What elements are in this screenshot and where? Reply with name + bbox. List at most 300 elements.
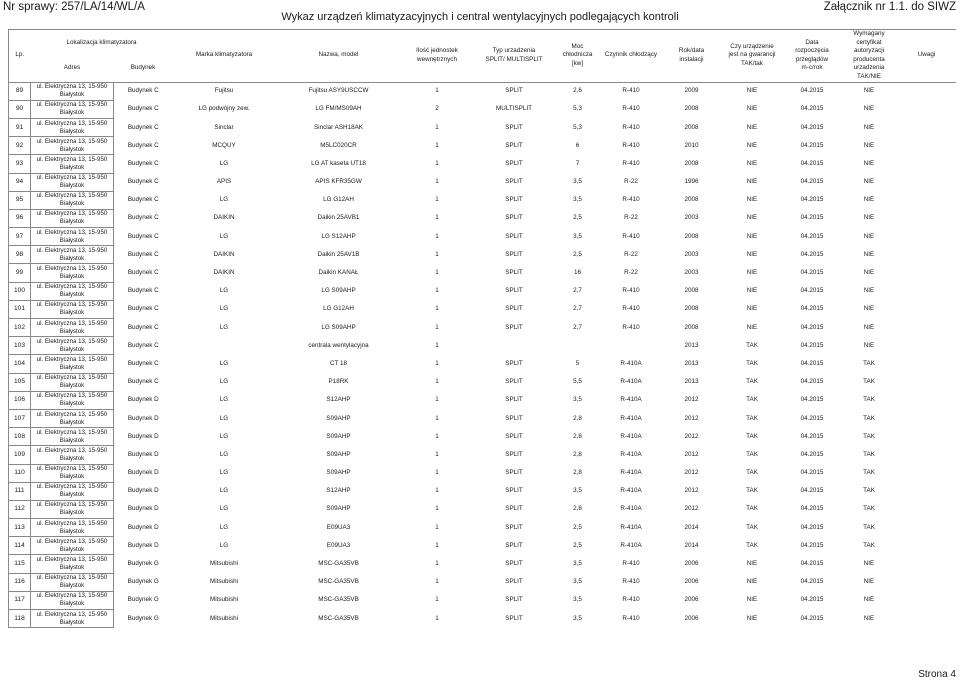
- cell-certyfikat: NIE: [863, 159, 875, 167]
- cell-moc: 3,5: [573, 596, 582, 604]
- cell-gwarancja: TAK: [746, 341, 758, 349]
- table-row: [9, 246, 956, 264]
- cell-moc: 2,6: [573, 87, 582, 95]
- cell-gwarancja: NIE: [746, 105, 758, 113]
- address-line: Białystok: [59, 418, 85, 426]
- cell-czynnik: R-410: [622, 141, 640, 149]
- address-line: Białystok: [59, 127, 85, 135]
- table-row: [9, 264, 956, 282]
- cell-certyfikat: TAK: [863, 450, 875, 458]
- table-row: [9, 555, 956, 573]
- cell-ilosc: 1: [435, 250, 439, 258]
- cell-nazwa: LG S09AHP: [321, 287, 356, 295]
- cell-nazwa: LG G12AH: [323, 196, 354, 204]
- table-row: [9, 191, 956, 209]
- cell-nazwa: LG S09AHP: [321, 323, 356, 331]
- cell-budynek: Budynek C: [127, 87, 159, 95]
- cell-typ: SPLIT: [505, 87, 523, 95]
- cell-adres: [31, 82, 114, 100]
- address-line: Białystok: [59, 545, 85, 553]
- cell-certyfikat: TAK: [863, 523, 875, 531]
- cell-uwagi: [898, 500, 956, 518]
- cell-adres: [31, 191, 114, 209]
- cell-moc: 2,8: [573, 469, 582, 477]
- cell-gwarancja: NIE: [746, 87, 758, 95]
- address-line: Białystok: [59, 473, 85, 481]
- col-nazwa: Nazwa, model: [276, 30, 402, 83]
- cell-czynnik: R-410A: [620, 414, 642, 422]
- cell-gwarancja: NIE: [746, 250, 758, 258]
- cell-typ: SPLIT: [505, 560, 523, 568]
- cell-adres: [31, 409, 114, 427]
- cell-budynek: Budynek D: [127, 432, 159, 440]
- cell-adres: [31, 373, 114, 391]
- col-ilosc-line: wewnętrznych: [417, 55, 457, 63]
- address-line: ul. Elektryczna 13, 15-950: [36, 410, 108, 418]
- cell-budynek: Budynek C: [127, 341, 159, 349]
- table-row: [9, 137, 956, 155]
- cell-gwarancja: NIE: [746, 614, 758, 622]
- cell-nazwa: S12AHP: [326, 396, 351, 404]
- cell-budynek: Budynek C: [127, 250, 159, 258]
- table-row: [9, 409, 956, 427]
- cell-adres: [31, 391, 114, 409]
- table-row: [9, 573, 956, 591]
- cell-data-przegladu: 04.2015: [800, 378, 824, 386]
- cell-typ: SPLIT: [505, 250, 523, 258]
- cell-moc: 3,5: [573, 614, 582, 622]
- cell-data-przegladu: 04.2015: [800, 596, 824, 604]
- cell-moc: 5: [575, 359, 580, 367]
- cell-lp: 118: [9, 610, 31, 628]
- cell-moc: 5,5: [573, 378, 582, 386]
- table-row: [9, 209, 956, 227]
- cell-marka: LG: [219, 359, 229, 367]
- cell-uwagi: [898, 464, 956, 482]
- address-line: Białystok: [59, 236, 85, 244]
- cell-czynnik: R-410A: [620, 432, 642, 440]
- cell-lp: 92: [9, 137, 31, 155]
- col-cert-line: certyfikat: [856, 38, 882, 46]
- cell-uwagi: [898, 573, 956, 591]
- cell-adres: [31, 519, 114, 537]
- cell-marka: LG: [219, 323, 229, 331]
- cell-marka: DAIKIN: [213, 269, 235, 277]
- cell-adres: [31, 573, 114, 591]
- cell-nazwa: S09AHP: [326, 432, 351, 440]
- cell-czynnik: R-410: [622, 596, 640, 604]
- cell-lp: 95: [9, 191, 31, 209]
- cell-gwarancja: NIE: [746, 123, 758, 131]
- cell-typ: SPLIT: [505, 305, 523, 313]
- cell-adres: [31, 173, 114, 191]
- cell-moc: 2,5: [573, 214, 582, 222]
- col-gwarancja-line: Czy urządzenie: [730, 42, 774, 50]
- cell-nazwa: LG AT kaseta UT18: [311, 159, 366, 167]
- cell-ilosc: 1: [435, 359, 439, 367]
- cell-czynnik: R-410: [622, 232, 640, 240]
- cell-lp: 96: [9, 209, 31, 227]
- cell-lp: 107: [9, 409, 31, 427]
- table-row: [9, 391, 956, 409]
- cell-certyfikat: TAK: [863, 487, 875, 495]
- cell-moc: 2,5: [573, 541, 582, 549]
- cell-data-przegladu: 04.2015: [800, 523, 824, 531]
- cell-data-przegladu: 04.2015: [800, 87, 824, 95]
- cell-marka: Fujitsu: [214, 87, 234, 95]
- cell-marka: LG: [219, 305, 229, 313]
- table-row: [9, 118, 956, 136]
- address-line: ul. Elektryczna 13, 15-950: [36, 610, 108, 618]
- col-data-line: m-c/rok: [801, 64, 823, 72]
- cell-certyfikat: TAK: [863, 396, 875, 404]
- cell-budynek: Budynek D: [127, 469, 159, 477]
- cell-certyfikat: NIE: [863, 287, 875, 295]
- cell-lp: 104: [9, 355, 31, 373]
- address-line: Białystok: [59, 345, 85, 353]
- cell-data-przegladu: 04.2015: [800, 614, 824, 622]
- address-line: Białystok: [59, 254, 85, 262]
- cell-rok: 2013: [684, 359, 699, 367]
- cell-moc: 2,5: [573, 250, 582, 258]
- cell-budynek: Budynek D: [127, 414, 159, 422]
- cell-certyfikat: NIE: [863, 614, 875, 622]
- cell-data-przegladu: 04.2015: [800, 305, 824, 313]
- cell-moc: 3,5: [573, 396, 582, 404]
- address-line: Białystok: [59, 509, 85, 517]
- cell-gwarancja: TAK: [746, 414, 758, 422]
- cell-lp: 98: [9, 246, 31, 264]
- cell-rok: 2003: [684, 214, 699, 222]
- table-row: [9, 591, 956, 609]
- cell-gwarancja: TAK: [746, 469, 758, 477]
- cell-nazwa: MSC-GA35VB: [318, 578, 359, 586]
- cell-typ: SPLIT: [505, 541, 523, 549]
- cell-gwarancja: NIE: [746, 214, 758, 222]
- cell-nazwa: S09AHP: [326, 414, 351, 422]
- cell-ilosc: 1: [435, 596, 439, 604]
- cell-nazwa: M5LC020CR: [320, 141, 357, 149]
- address-line: ul. Elektryczna 13, 15-950: [36, 556, 108, 564]
- cell-czynnik: R-410: [622, 123, 640, 131]
- col-data-line: rozpoczęcia: [795, 47, 829, 55]
- col-data-przegladu: [784, 30, 841, 83]
- cell-lp: 113: [9, 519, 31, 537]
- cell-budynek: Budynek C: [127, 141, 159, 149]
- attachment-label: Załącznik nr 1.1. do SIWZ: [823, 1, 956, 13]
- cell-nazwa: S09AHP: [326, 469, 351, 477]
- cell-marka: Sinclar: [214, 123, 234, 131]
- cell-budynek: Budynek D: [127, 523, 159, 531]
- cell-marka: LG: [219, 469, 229, 477]
- cell-lp: 101: [9, 300, 31, 318]
- cell-nazwa: E09UA3: [326, 541, 351, 549]
- address-line: ul. Elektryczna 13, 15-950: [36, 574, 108, 582]
- cell-czynnik: R-410: [622, 560, 640, 568]
- cell-uwagi: [898, 355, 956, 373]
- cell-adres: [31, 482, 114, 500]
- cell-rok: 2006: [684, 614, 699, 622]
- cell-adres: [31, 428, 114, 446]
- cell-budynek: Budynek C: [127, 359, 159, 367]
- col-budynek: Budynek: [114, 56, 173, 82]
- cell-typ: SPLIT: [505, 287, 523, 295]
- table-row: [9, 282, 956, 300]
- col-cert-line: producenta: [853, 55, 885, 63]
- table-row: [9, 482, 956, 500]
- address-line: ul. Elektryczna 13, 15-950: [36, 537, 108, 545]
- table-header: [9, 30, 956, 83]
- cell-rok: 2008: [684, 159, 699, 167]
- col-ilosc-line: Ilość jednostek: [416, 47, 458, 55]
- cell-adres: [31, 118, 114, 136]
- cell-typ: SPLIT: [505, 505, 523, 513]
- address-line: Białystok: [59, 291, 85, 299]
- cell-gwarancja: NIE: [746, 196, 758, 204]
- col-gwarancja-line: jest na gwarancji: [728, 51, 776, 59]
- cell-uwagi: [898, 191, 956, 209]
- cell-moc: 3,5: [573, 178, 582, 186]
- cell-nazwa: APIS KFR35GW: [315, 178, 362, 186]
- cell-marka: MCQUY: [212, 141, 236, 149]
- cell-czynnik: R-22: [624, 214, 638, 222]
- cell-ilosc: 1: [435, 214, 439, 222]
- cell-adres: [31, 264, 114, 282]
- col-adres: Adres: [31, 56, 114, 82]
- table-row: [9, 155, 956, 173]
- cell-rok: 2003: [684, 250, 699, 258]
- col-certyfikat: [841, 30, 898, 83]
- cell-czynnik: R-410A: [620, 359, 642, 367]
- cell-uwagi: [898, 373, 956, 391]
- table-row: [9, 82, 956, 100]
- address-line: ul. Elektryczna 13, 15-950: [36, 119, 108, 127]
- cell-uwagi: [898, 246, 956, 264]
- cell-nazwa: P18RK: [328, 378, 349, 386]
- address-line: Białystok: [59, 309, 85, 317]
- col-moc-line: Moc: [571, 42, 584, 50]
- cell-adres: [31, 246, 114, 264]
- cell-gwarancja: TAK: [746, 359, 758, 367]
- cell-czynnik: R-410A: [620, 541, 642, 549]
- cell-moc: 16: [573, 269, 581, 277]
- cell-adres: [31, 500, 114, 518]
- cell-gwarancja: TAK: [746, 432, 758, 440]
- cell-lp: 106: [9, 391, 31, 409]
- cell-typ: SPLIT: [505, 359, 523, 367]
- address-line: Białystok: [59, 454, 85, 462]
- cell-certyfikat: TAK: [863, 541, 875, 549]
- cell-gwarancja: NIE: [746, 287, 758, 295]
- page-number: Strona 4: [918, 669, 956, 680]
- col-cert-line: TAK/NIE: [856, 72, 882, 80]
- cell-ilosc: 1: [435, 523, 439, 531]
- col-cert-line: Wymagany: [853, 30, 885, 37]
- cell-certyfikat: TAK: [863, 359, 875, 367]
- cell-uwagi: [898, 337, 956, 355]
- case-number: Nr sprawy: 257/LA/14/WL/A: [3, 1, 145, 13]
- cell-lp: 102: [9, 319, 31, 337]
- address-line: Białystok: [59, 582, 85, 590]
- address-line: ul. Elektryczna 13, 15-950: [36, 501, 108, 509]
- cell-certyfikat: TAK: [863, 505, 875, 513]
- cell-data-przegladu: 04.2015: [800, 287, 824, 295]
- cell-uwagi: [898, 118, 956, 136]
- cell-uwagi: [898, 282, 956, 300]
- cell-marka: LG: [219, 159, 229, 167]
- cell-typ: SPLIT: [505, 214, 523, 222]
- cell-data-przegladu: 04.2015: [800, 414, 824, 422]
- cell-ilosc: 1: [435, 141, 439, 149]
- cell-marka: Mitsubishi: [210, 614, 238, 622]
- cell-rok: 2006: [684, 560, 699, 568]
- cell-budynek: Budynek D: [127, 450, 159, 458]
- cell-data-przegladu: 04.2015: [800, 159, 824, 167]
- cell-adres: [31, 446, 114, 464]
- col-lp: Lp.: [9, 30, 31, 83]
- cell-uwagi: [898, 555, 956, 573]
- address-line: ul. Elektryczna 13, 15-950: [36, 101, 108, 109]
- cell-marka: DAIKIN: [213, 214, 235, 222]
- col-moc-line: [kw]: [571, 60, 584, 68]
- cell-marka: LG: [219, 487, 229, 495]
- cell-data-przegladu: 04.2015: [800, 250, 824, 258]
- cell-moc: 2,8: [573, 450, 582, 458]
- cell-ilosc: 1: [435, 487, 439, 495]
- table-row: [9, 446, 956, 464]
- cell-czynnik: R-410A: [620, 505, 642, 513]
- cell-certyfikat: NIE: [863, 214, 875, 222]
- cell-lp: 111: [9, 482, 31, 500]
- cell-data-przegladu: 04.2015: [800, 396, 824, 404]
- cell-ilosc: 1: [435, 414, 439, 422]
- cell-lp: 110: [9, 464, 31, 482]
- cell-typ: SPLIT: [505, 450, 523, 458]
- cell-ilosc: 1: [435, 450, 439, 458]
- cell-lp: 99: [9, 264, 31, 282]
- cell-uwagi: [898, 446, 956, 464]
- col-typ: [473, 30, 556, 83]
- cell-marka: Mitsubishi: [210, 578, 238, 586]
- cell-certyfikat: NIE: [863, 560, 875, 568]
- cell-marka: LG: [219, 414, 229, 422]
- cell-uwagi: [898, 155, 956, 173]
- cell-nazwa: MSC-GA35VB: [318, 614, 359, 622]
- cell-moc: 2,7: [573, 305, 582, 313]
- cell-lp: 89: [9, 82, 31, 100]
- cell-marka: DAIKIN: [213, 250, 235, 258]
- address-line: Białystok: [59, 564, 85, 572]
- cell-data-przegladu: 04.2015: [800, 178, 824, 186]
- cell-ilosc: 1: [435, 287, 439, 295]
- cell-budynek: Budynek D: [127, 505, 159, 513]
- cell-czynnik: R-22: [624, 269, 638, 277]
- address-line: ul. Elektryczna 13, 15-950: [36, 428, 108, 436]
- cell-gwarancja: TAK: [746, 523, 758, 531]
- address-line: ul. Elektryczna 13, 15-950: [36, 265, 108, 273]
- cell-typ: SPLIT: [505, 159, 523, 167]
- col-rok: [663, 30, 721, 83]
- address-line: ul. Elektryczna 13, 15-950: [36, 174, 108, 182]
- col-uwagi: Uwagi: [898, 30, 956, 83]
- cell-nazwa: LG FM/MS09AH: [315, 105, 362, 113]
- cell-uwagi: [898, 209, 956, 227]
- cell-uwagi: [898, 537, 956, 555]
- cell-marka: LG: [219, 378, 229, 386]
- address-line: ul. Elektryczna 13, 15-950: [36, 210, 108, 218]
- cell-gwarancja: TAK: [746, 378, 758, 386]
- cell-typ: SPLIT: [505, 469, 523, 477]
- address-line: Białystok: [59, 200, 85, 208]
- cell-moc: 3,5: [573, 487, 582, 495]
- cell-typ: SPLIT: [505, 596, 523, 604]
- cell-moc: 6: [575, 141, 580, 149]
- cell-rok: 2008: [684, 287, 699, 295]
- cell-budynek: Budynek C: [127, 305, 159, 313]
- cell-budynek: Budynek C: [127, 123, 159, 131]
- cell-czynnik: R-410A: [620, 378, 642, 386]
- cell-adres: [31, 155, 114, 173]
- cell-lp: 100: [9, 282, 31, 300]
- cell-budynek: Budynek D: [127, 541, 159, 549]
- cell-uwagi: [898, 409, 956, 427]
- cell-adres: [31, 209, 114, 227]
- cell-typ: SPLIT: [505, 523, 523, 531]
- cell-data-przegladu: 04.2015: [800, 196, 824, 204]
- cell-certyfikat: TAK: [863, 378, 875, 386]
- cell-data-przegladu: 04.2015: [800, 487, 824, 495]
- address-line: ul. Elektryczna 13, 15-950: [36, 83, 108, 91]
- cell-czynnik: R-410A: [620, 450, 642, 458]
- col-czynnik: Czynnik chłodzący: [600, 30, 663, 83]
- cell-rok: 2006: [684, 578, 699, 586]
- table-row: [9, 610, 956, 628]
- cell-data-przegladu: 04.2015: [800, 560, 824, 568]
- cell-certyfikat: NIE: [863, 196, 875, 204]
- cell-certyfikat: TAK: [863, 432, 875, 440]
- cell-ilosc: 1: [435, 87, 439, 95]
- address-line: Białystok: [59, 182, 85, 190]
- col-rok-line: Rok/data: [678, 47, 705, 55]
- cell-data-przegladu: 04.2015: [800, 505, 824, 513]
- cell-data-przegladu: 04.2015: [800, 450, 824, 458]
- table-row: [9, 173, 956, 191]
- cell-budynek: Budynek C: [127, 196, 159, 204]
- cell-czynnik: R-410: [622, 196, 640, 204]
- cell-gwarancja: NIE: [746, 159, 758, 167]
- cell-moc: 2,7: [573, 323, 582, 331]
- cell-ilosc: 1: [435, 232, 439, 240]
- cell-data-przegladu: 04.2015: [800, 123, 824, 131]
- cell-budynek: Budynek G: [127, 614, 159, 622]
- cell-uwagi: [898, 100, 956, 118]
- cell-certyfikat: NIE: [863, 141, 875, 149]
- cell-typ: SPLIT: [505, 487, 523, 495]
- cell-typ: SPLIT: [505, 269, 523, 277]
- cell-marka: APIS: [216, 178, 232, 186]
- cell-data-przegladu: 04.2015: [800, 341, 824, 349]
- cell-data-przegladu: 04.2015: [800, 214, 824, 222]
- cell-lp: 94: [9, 173, 31, 191]
- address-line: ul. Elektryczna 13, 15-950: [36, 392, 108, 400]
- cell-budynek: Budynek C: [127, 178, 159, 186]
- cell-uwagi: [898, 173, 956, 191]
- cell-lp: 116: [9, 573, 31, 591]
- cell-rok: 2012: [684, 450, 699, 458]
- cell-adres: [31, 100, 114, 118]
- cell-moc: 3,5: [573, 232, 582, 240]
- cell-uwagi: [898, 82, 956, 100]
